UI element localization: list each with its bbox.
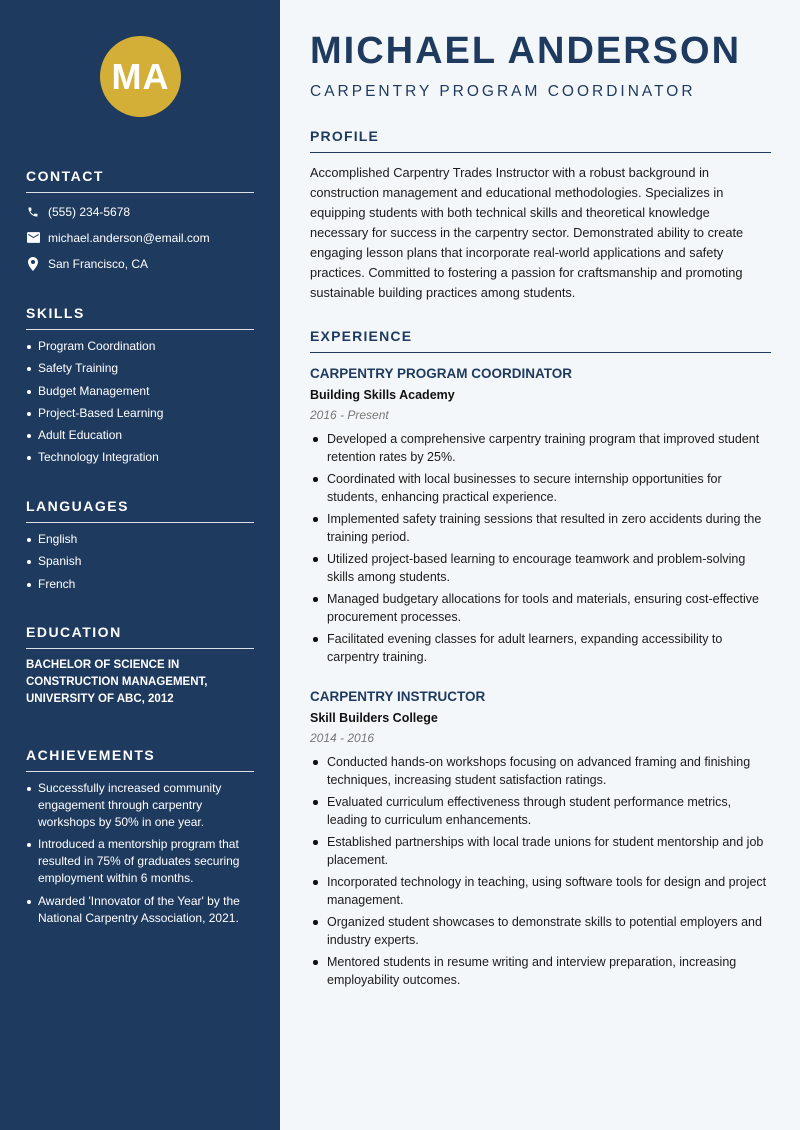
profile-heading: PROFILE xyxy=(310,128,771,153)
list-item: Introduced a mentorship program that resulted in 75% of graduates securing employment within 6 months. xyxy=(26,836,254,887)
list-item: Managed budgetary allocations for tools and materials, ensuring cost-effective procurement processes. xyxy=(310,590,771,626)
list-item: Utilized project-based learning to encourage teamwork and problem-solving skills among students. xyxy=(310,550,771,586)
job-dates: 2016 - Present xyxy=(310,408,389,422)
contact-location xyxy=(26,256,254,271)
languages-section xyxy=(26,498,254,598)
phone-icon xyxy=(26,205,40,219)
achievements-section xyxy=(26,747,254,932)
contact-email xyxy=(26,230,254,245)
candidate-title: CARPENTRY PROGRAM COORDINATOR xyxy=(310,83,696,100)
job-bullets xyxy=(310,430,771,666)
job-entry-1 xyxy=(310,366,771,670)
list-item: Awarded 'Innovator of the Year' by the National Carpentry Association, 2021. xyxy=(26,893,254,927)
achievements-list xyxy=(26,780,254,927)
contact-section xyxy=(26,168,254,271)
email-icon xyxy=(26,231,40,245)
list-item: Coordinated with local businesses to secure internship opportunities for students, enhancing practical experience. xyxy=(310,470,771,506)
contact-heading: CONTACT xyxy=(26,168,254,193)
list-item: Facilitated evening classes for adult learners, expanding accessibility to carpentry training. xyxy=(310,630,771,666)
list-item: Project-Based Learning xyxy=(26,405,254,422)
list-item: English xyxy=(26,531,254,548)
experience-heading: EXPERIENCE xyxy=(310,328,771,353)
languages-heading: LANGUAGES xyxy=(26,498,254,523)
sidebar xyxy=(0,0,280,1130)
email-text: michael.anderson@email.com xyxy=(48,230,210,245)
education-entry: BACHELOR OF SCIENCE IN CONSTRUCTION MANAGEMENT, UNIVERSITY OF ABC, 2012 xyxy=(26,659,208,705)
contact-phone xyxy=(26,204,254,219)
languages-list xyxy=(26,531,254,593)
avatar: MA xyxy=(100,36,181,117)
location-pin-icon xyxy=(26,257,40,271)
job-entry-2 xyxy=(310,689,771,993)
list-item: Evaluated curriculum effectiveness through student performance metrics, leading to curriculum enhancements. xyxy=(310,793,771,829)
list-item: Implemented safety training sessions that resulted in zero accidents during the training period. xyxy=(310,510,771,546)
list-item: Safety Training xyxy=(26,360,254,377)
list-item: Developed a comprehensive carpentry training program that improved student retention rates by 25%. xyxy=(310,430,771,466)
phone-text: (555) 234-5678 xyxy=(48,204,131,219)
list-item: Program Coordination xyxy=(26,338,254,355)
education-section xyxy=(26,624,254,708)
experience-section xyxy=(310,328,771,353)
list-item: Successfully increased community engagement through carpentry workshops by 50% in one year. xyxy=(26,780,254,831)
list-item: Budget Management xyxy=(26,383,254,400)
job-company: Building Skills Academy xyxy=(310,388,455,402)
list-item: Incorporated technology in teaching, using software tools for design and project management. xyxy=(310,873,771,909)
list-item: Conducted hands-on workshops focusing on advanced framing and finishing techniques, increasing student satisfaction ratings. xyxy=(310,753,771,789)
candidate-name: MICHAEL ANDERSON xyxy=(310,30,742,72)
list-item: Organized student showcases to demonstrate skills to potential employers and industry experts. xyxy=(310,913,771,949)
job-role: CARPENTRY PROGRAM COORDINATOR xyxy=(310,366,573,381)
achievements-heading: ACHIEVEMENTS xyxy=(26,747,254,772)
list-item: Adult Education xyxy=(26,427,254,444)
job-role: CARPENTRY INSTRUCTOR xyxy=(310,689,486,704)
education-heading: EDUCATION xyxy=(26,624,254,649)
skills-heading: SKILLS xyxy=(26,305,254,330)
list-item: Mentored students in resume writing and interview preparation, increasing employability outcomes. xyxy=(310,953,771,989)
list-item: French xyxy=(26,576,254,593)
main-content xyxy=(280,0,800,1130)
list-item: Technology Integration xyxy=(26,449,254,466)
skills-section xyxy=(26,305,254,472)
job-dates: 2014 - 2016 xyxy=(310,731,375,745)
location-text: San Francisco, CA xyxy=(48,256,149,271)
job-bullets xyxy=(310,753,771,989)
list-item: Spanish xyxy=(26,553,254,570)
skills-list xyxy=(26,338,254,466)
job-company: Skill Builders College xyxy=(310,711,438,725)
profile-section xyxy=(310,128,771,303)
list-item: Established partnerships with local trade unions for student mentorship and job placement. xyxy=(310,833,771,869)
profile-text: Accomplished Carpentry Trades Instructor with a robust background in construction management and educational methodologies. Specializes in equipping students with both technical skills and theoretical knowledge necessary for success in the carpentry sector. Demonstrated ability to create engaging lesson plans that incorporate real-world applications and safety practices. Committed to fostering a passion for craftsmanship and promoting sustainable building practices among students. xyxy=(310,165,744,300)
